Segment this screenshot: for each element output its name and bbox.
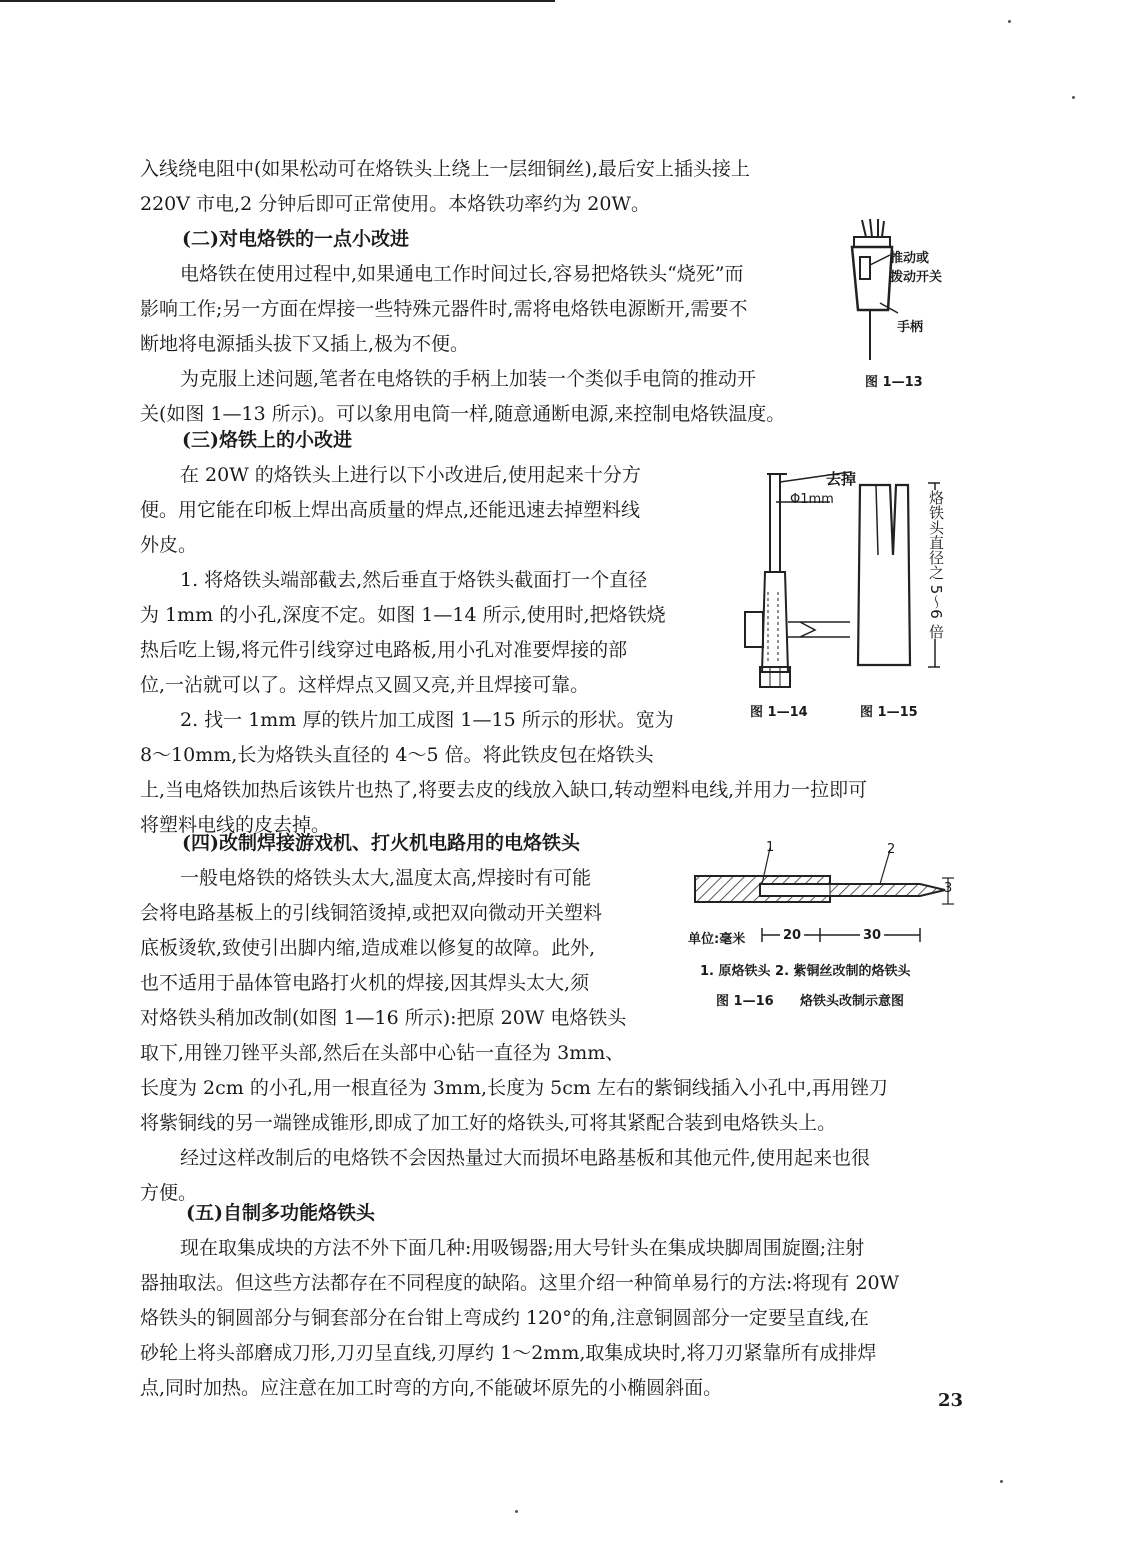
text-line: 经过这样改制后的电烙铁不会因热量过大而损坏电路基板和其他元件,使用起来也很: [180, 1147, 871, 1169]
text-line: 8～10mm,长为烙铁头直径的 4～5 倍。将此铁皮包在烙铁头: [140, 744, 654, 766]
text-line: 也不适用于晶体管电路打火机的焊接,因其焊头太大,须: [140, 972, 590, 994]
text-line: 1. 将烙铁头端部截去,然后垂直于烙铁头截面打一个直径: [180, 569, 648, 591]
text-line: 将紫铜线的另一端锉成锥形,即成了加工好的烙铁头,可将其紧配合装到电烙铁头上。: [140, 1112, 837, 1134]
text-line: 在 20W 的烙铁头上进行以下小改进后,使用起来十分方: [180, 464, 641, 486]
text-line: 上,当电烙铁加热后该铁片也热了,将要去皮的线放入缺口,转动塑料电线,并用力一拉即可: [140, 779, 868, 801]
text-line: 取下,用锉刀锉平头部,然后在头部中心钻一直径为 3mm、: [140, 1042, 625, 1064]
paragraph-section-2: [140, 257, 785, 432]
figure-1-16-caption-number: 图 1—16: [716, 994, 774, 1009]
text-line: 为 1mm 的小孔,深度不定。如图 1—14 所示,使用时,把烙铁烧: [140, 604, 666, 626]
text-line: 入线绕电阻中(如果松动可在烙铁头上绕上一层细铜丝),最后安上插头接上: [140, 158, 750, 180]
text-line: 影响工作;另一方面在焊接一些特殊元器件时,需将电烙铁电源断开,需要不: [140, 298, 748, 320]
text-line: 关(如图 1—13 所示)。可以象用电筒一样,随意通断电源,来控制电烙铁温度。: [140, 403, 786, 425]
figure-1-14-label-diameter: Φ1mm: [790, 492, 834, 507]
figure-1-16-label-3: 3: [944, 881, 953, 896]
text-line: 器抽取法。但这些方法都存在不同程度的缺陷。这里介绍一种简单易行的方法:将现有 20W: [140, 1272, 900, 1294]
figure-1-13-label-switch-2: 拨动开关: [890, 270, 943, 285]
text-line: 烙铁头的铜圆部分与铜套部分在台钳上弯成约 120°的角,注意铜圆部分一定要呈直线,在: [140, 1307, 869, 1329]
scan-speck: [515, 1510, 518, 1513]
text-line: 断地将电源插头拔下又插上,极为不便。: [140, 333, 470, 355]
text-line: 热后吃上锡,将元件引线穿过电路板,用小孔对准要焊接的部: [140, 639, 628, 661]
figure-1-16-unit: 单位:毫米: [688, 932, 746, 947]
figure-1-14-label-cut: 去掉: [826, 470, 857, 488]
figure-1-15-label-length: 烙铁头直径之 5～6 倍: [927, 490, 945, 639]
page-number: 23: [938, 1390, 964, 1411]
top-rule: [0, 0, 555, 2]
text-line: 现在取集成块的方法不外下面几种:用吸锡器;用大号针头在集成块脚周围旋圈;注射: [180, 1237, 865, 1259]
figure-1-16-label-1: 1: [766, 840, 775, 855]
text-line: 外皮。: [140, 534, 198, 556]
paragraph-section-5: [140, 1231, 899, 1406]
text-line: 对烙铁头稍加改制(如图 1—16 所示):把原 20W 电烙铁头: [140, 1007, 627, 1029]
figure-1-16-legend: 1. 原烙铁头 2. 紫铜丝改制的烙铁头: [700, 964, 911, 979]
text-line: 为克服上述问题,笔者在电烙铁的手柄上加装一个类似手电筒的推动开: [180, 368, 757, 390]
section-heading-5: (五)自制多功能烙铁头: [186, 1202, 375, 1224]
figure-1-16-label-2: 2: [887, 842, 896, 857]
text-line: 将塑料电线的皮去掉。: [140, 814, 331, 836]
text-line: 一般电烙铁的烙铁头太大,温度太高,焊接时有可能: [180, 867, 592, 889]
section-heading-3: (三)烙铁上的小改进: [182, 429, 352, 451]
scan-speck: [1000, 1480, 1003, 1483]
figure-1-13-soldering-iron-switch: [840, 215, 965, 365]
text-line: 2. 找一 1mm 厚的铁片加工成图 1—15 所示的形状。宽为: [180, 709, 674, 731]
text-line: 砂轮上将头部磨成刀形,刀刃呈直线,刃厚约 1～2mm,取集成块时,将刀刃紧靠所有成排焊: [140, 1342, 877, 1364]
figure-1-14-caption: 图 1—14: [750, 705, 808, 720]
text-line: 点,同时加热。应注意在加工时弯的方向,不能破坏原先的小椭圆斜面。: [140, 1377, 723, 1399]
text-line: 长度为 2cm 的小孔,用一根直径为 3mm,长度为 5cm 左右的紫铜线插入小孔中,再用锉刀: [140, 1077, 888, 1099]
figure-1-13-label-switch: 推动或: [890, 251, 930, 266]
text-line: 会将电路基板上的引线铜箔烫掉,或把双向微动开关塑料: [140, 902, 603, 924]
figure-1-13-label-handle: 手柄: [897, 320, 924, 335]
figure-1-16-dim-30: 30: [860, 928, 884, 943]
section-heading-2: (二)对电烙铁的一点小改进: [182, 228, 409, 250]
text-line: 便。用它能在印板上焊出高质量的焊点,还能迅速去掉塑料线: [140, 499, 641, 521]
figure-1-16-caption-text: 烙铁头改制示意图: [800, 994, 905, 1009]
scan-speck: [1072, 96, 1075, 99]
text-line: 电烙铁在使用过程中,如果通电工作时间过长,容易把烙铁头“烧死”而: [180, 263, 744, 285]
text-line: 底板烫软,致使引出脚内缩,造成难以修复的故障。此外,: [140, 937, 596, 959]
text-line: 方便。: [140, 1182, 198, 1204]
paragraph-intro: [140, 152, 750, 222]
figure-1-13-caption: 图 1—13: [865, 375, 923, 390]
section-heading-4: (四)改制焊接游戏机、打火机电路用的电烙铁头: [182, 832, 580, 854]
figure-1-15-caption: 图 1—15: [860, 705, 918, 720]
figure-1-16-dim-20: 20: [780, 928, 804, 943]
text-line: 220V 市电,2 分钟后即可正常使用。本烙铁功率约为 20W。: [140, 193, 650, 215]
scan-speck: [1008, 20, 1011, 23]
text-line: 位,一沾就可以了。这样焊点又圆又亮,并且焊接可靠。: [140, 674, 590, 696]
